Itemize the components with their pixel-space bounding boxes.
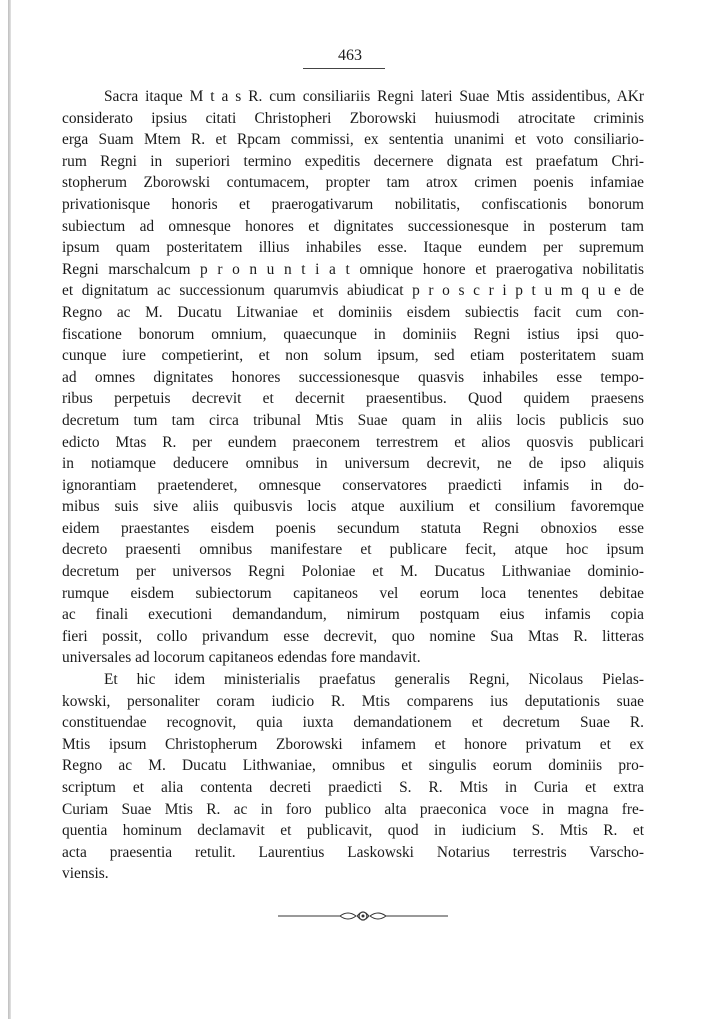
text-line: subiectum ad omnesque honores et dignitates successionesque in posterum tam (62, 217, 644, 235)
text-line: universales ad locorum capitaneos edendas fore mandavit. (62, 649, 421, 667)
text-line: in notiamque deducere omnibus in universum decrevit, ne de ipso aliquis (62, 455, 644, 473)
text-line: ribus perpetuis decrevit et decernit praesentibus. Quod quidem praesens (62, 390, 644, 408)
text-line: rum Regni in superiori termino expeditis decernere dignata est praefatum Chri- (62, 152, 644, 170)
text-line: Et hic idem ministerialis praefatus generalis Regni, Nicolaus Pielas- (104, 671, 644, 689)
text-line: acta praesentia retulit. Laurentius Laskowski Notarius terrestris Varscho- (62, 843, 644, 861)
text-line: ac finali executioni demandandum, nimirum postquam eius infamis copia (62, 606, 644, 624)
text-line: fiscatione bonorum omnium, quaecunque in dominiis Regni istius ipsi quo- (62, 325, 644, 343)
text-line: decretum tum tam circa tribunal Mtis Suae quam in aliis locis publicis suo (62, 411, 644, 429)
text-line: kowski, personaliter coram iudicio R. Mtis comparens ius deputationis suae (62, 692, 644, 710)
text-line: considerato ipsius citati Christopheri Zborowski huiusmodi atrocitate criminis (62, 109, 644, 127)
text-line: stopherum Zborowski contumacem, propter tam atrox crimen poenis infamiae (62, 174, 644, 192)
text-line: constituendae recognovit, quia iuxta demandationem et decretum Suae R. (62, 714, 644, 732)
text-line: rumque eisdem subiectorum capitaneos vel eorum loca tenentes debitae (62, 584, 644, 602)
text-line: fieri possit, collo privandum esse decrevit, quo nomine Sua Mtas R. litteras (62, 627, 644, 645)
text-line: cunque iure competierint, et non solum ipsum, sed etiam posteritatem suam (62, 347, 644, 365)
text-line: decreto praesenti omnibus manifestare et publicare fecit, atque hoc ipsum (62, 541, 644, 559)
text-line: Curiam Suae Mtis R. ac in foro publico alta praeconica voce in magna fre- (62, 800, 644, 818)
text-line: et dignitatum ac successionum quarumvis abiudicat p r o s c r i p t u m q u e de (62, 282, 644, 300)
text-line: decretum per universos Regni Poloniae et M. Ducatus Lithwaniae dominio- (62, 563, 644, 581)
text-line: eidem praestantes eisdem poenis secundum statuta Regni obnoxios esse (62, 519, 644, 537)
text-line: ad omnes dignitates honores successionesque quasvis inhabiles esse tempo- (62, 368, 644, 386)
text-line: Mtis ipsum Christopherum Zborowski infamem et honore privatum et ex (62, 735, 644, 753)
text-line: Regni marschalcum p r o n u n t i a t omnique honore et praerogativa nobilitatis (62, 260, 644, 278)
text-line: scriptum et alia contenta decreti praedicti S. R. Mtis in Curia et extra (62, 779, 644, 796)
text-line: ipsum quam posteritatem illius inhabiles esse. Itaque eundem per supremum (62, 239, 644, 257)
end-ornament-icon (278, 906, 448, 926)
page-edge-shadow (8, 0, 11, 1019)
text-line: quentia hominum declamavit et publicavit, quod in iudicium S. Mtis R. et (62, 822, 644, 840)
text-line: Regno ac M. Ducatu Lithwaniae, omnibus et singulis eorum dominiis pro- (62, 757, 644, 775)
text-line: Regno ac M. Ducatu Litwaniae et dominiis eisdem subiectis facit cum con- (62, 303, 644, 321)
text-line: mibus suis sive aliis quibusvis locis atque auxilium et consilium favoremque (62, 498, 644, 516)
text-line: edicto Mtas R. per eundem praeconem terrestrem et alios quosvis publicari (62, 433, 644, 451)
body-text (62, 86, 644, 885)
text-line: privationisque honoris et praerogativarum nobilitatis, confiscationis bonorum (62, 195, 644, 213)
page-number-rule (303, 68, 385, 69)
text-line: viensis. (62, 865, 109, 883)
text-line: erga Suam Mtem R. et Rpcam commissi, ex sententia unanimi et voto consiliario- (62, 131, 644, 149)
page-number: 463 (338, 47, 362, 64)
text-line: ignorantiam praetenderet, omnesque conservatores praedicti infamis in do- (62, 476, 644, 494)
text-line: Sacra itaque M t a s R. cum consiliariis Regni lateri Suae Mtis assidentibus, AKr (104, 88, 644, 105)
